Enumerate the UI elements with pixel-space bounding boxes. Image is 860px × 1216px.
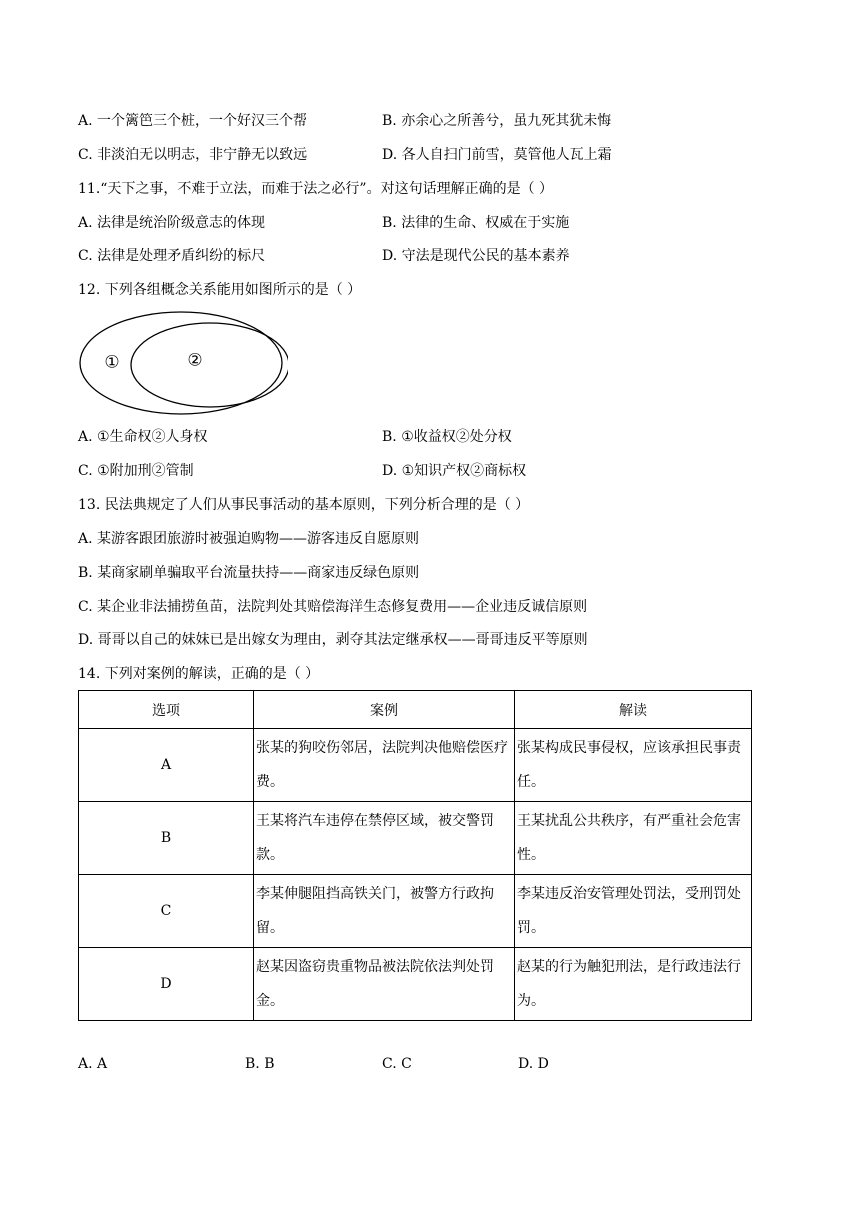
- table-header-row: [79, 691, 752, 729]
- q12-option-c: C. ①附加刑②管制: [78, 463, 194, 479]
- row-reading: 王某扰乱公共秩序，有严重社会危害性。: [515, 802, 752, 875]
- q14-option-c: C. C: [382, 1056, 412, 1072]
- q10-option-d: D. 各人自扫门前雪，莫管他人瓦上霜: [382, 147, 612, 163]
- outer-label: ①: [104, 352, 120, 373]
- table-row: [79, 802, 752, 875]
- inner-label: ②: [187, 350, 203, 371]
- q11-option-d: D. 守法是现代公民的基本素养: [382, 248, 570, 264]
- q14-option-d: D. D: [518, 1056, 549, 1072]
- q14-stem: 14. 下列对案例的解读，正确的是（ ）: [78, 666, 320, 682]
- q12-stem: 12. 下列各组概念关系能用如图所示的是（ ）: [78, 282, 362, 298]
- q12-option-d: D. ①知识产权②商标权: [382, 463, 527, 479]
- row-reading: 张某构成民事侵权，应该承担民事责任。: [515, 729, 752, 802]
- inner-ellipse: [131, 323, 288, 407]
- row-case: 张某的狗咬伤邻居，法院判决他赔偿医疗费。: [254, 729, 515, 802]
- nested-ellipse-diagram: [78, 308, 288, 418]
- row-option: D: [79, 948, 254, 1021]
- header-case: 案例: [254, 691, 515, 729]
- q11-option-c: C. 法律是处理矛盾纠纷的标尺: [78, 248, 266, 264]
- table-row: [79, 948, 752, 1021]
- row-reading: 李某违反治安管理处罚法，受刑罚处罚。: [515, 875, 752, 948]
- q13-option-d: D. 哥哥以自己的妹妹已是出嫁女为理由，剥夺其法定继承权——哥哥违反平等原则: [78, 632, 588, 648]
- q10-option-a: A. 一个篱笆三个桩，一个好汉三个帮: [78, 113, 308, 129]
- q14-option-a: A. A: [78, 1056, 108, 1072]
- q14-option-b: B. B: [245, 1056, 275, 1072]
- row-case: 李某伸腿阻挡高铁关门，被警方行政拘留。: [254, 875, 515, 948]
- q11-option-a: A. 法律是统治阶级意志的体现: [78, 215, 266, 231]
- header-option: 选项: [79, 691, 254, 729]
- q13-option-b: B. 某商家刷单骗取平台流量扶持——商家违反绿色原则: [78, 565, 420, 581]
- case-table: [78, 690, 752, 1021]
- q13-option-a: A. 某游客跟团旅游时被强迫购物——游客违反自愿原则: [78, 531, 420, 547]
- row-option: B: [79, 802, 254, 875]
- row-case: 赵某因盗窃贵重物品被法院依法判处罚金。: [254, 948, 515, 1021]
- row-case: 王某将汽车违停在禁停区域，被交警罚款。: [254, 802, 515, 875]
- row-option: A: [79, 729, 254, 802]
- q12-option-b: B. ①收益权②处分权: [382, 429, 512, 445]
- q10-option-b: B. 亦余心之所善兮，虽九死其犹未悔: [382, 113, 612, 129]
- header-reading: 解读: [515, 691, 752, 729]
- table-row: [79, 729, 752, 802]
- q10-option-c: C. 非淡泊无以明志，非宁静无以致远: [78, 147, 308, 163]
- row-reading: 赵某的行为触犯刑法，是行政违法行为。: [515, 948, 752, 1021]
- q11-option-b: B. 法律的生命、权威在于实施: [382, 215, 570, 231]
- q12-option-a: A. ①生命权②人身权: [78, 429, 208, 445]
- row-option: C: [79, 875, 254, 948]
- q13-option-c: C. 某企业非法捕捞鱼苗，法院判处其赔偿海洋生态修复费用——企业违反诚信原则: [78, 599, 588, 615]
- table-row: [79, 875, 752, 948]
- q11-stem: 11.“天下之事，不难于立法，而难于法之必行”。对这句话理解正确的是（ ）: [78, 181, 554, 197]
- q13-stem: 13. 民法典规定了人们从事民事活动的基本原则，下列分析合理的是（ ）: [78, 497, 530, 513]
